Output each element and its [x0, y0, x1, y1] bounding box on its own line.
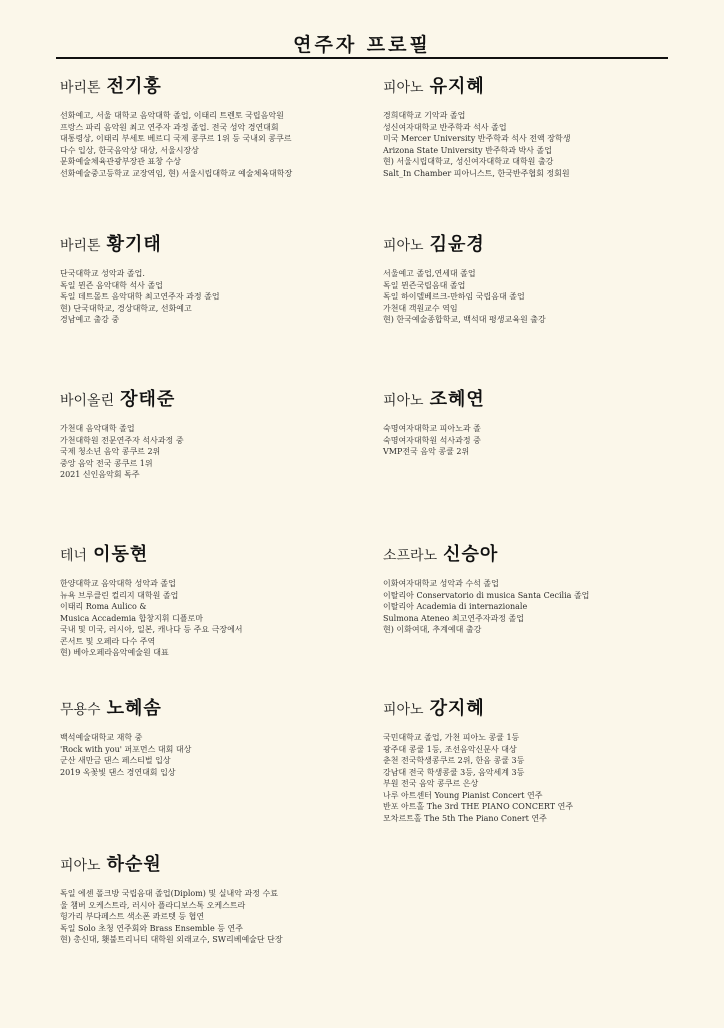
bio-line: 울 챔버 오케스트라, 러시아 플라디보스톡 오케스트라	[60, 900, 246, 910]
bio-line: 현) 총신대, 횃불트리니티 대학원 외래교수, SW리베예술단 단장	[60, 935, 283, 944]
bio-line: 독일 Solo 초청 연주회와 Brass Ensemble 등 연주	[60, 923, 243, 933]
bio-line: 가천대학원 전문연주자 석사과정 중	[60, 435, 184, 445]
profile-card	[60, 230, 360, 326]
bio-line: 다수 입상, 한국음악상 대상, 서울시장상	[60, 145, 199, 155]
bio-line: Musica Accademia 합창지휘 디플로마	[60, 613, 203, 623]
bio-line: 현) 서울시립대학교, 성신여자대학교 대학원 출강	[383, 157, 554, 166]
profile-card	[60, 850, 420, 946]
bio-line: 이탈리아 Conservatorio di musica Santa Cecilia 졸업	[383, 590, 590, 600]
bio-line: 성신여자대학교 반주학과 석사 졸업	[383, 122, 507, 132]
bio-line: 2019 옥꽃빛 댄스 경연대회 입상	[60, 767, 176, 777]
profile-card	[60, 385, 360, 481]
bio-line: 문화예술체육관광부장관 표창 수상	[60, 157, 182, 166]
bio-line: 독일 뮌즌국립음대 졸업	[383, 280, 466, 290]
bio-line: VMP전국 음악 콩쿨 2위	[383, 447, 470, 456]
bio-line: 숙명여자대학원 석사과정 중	[383, 435, 481, 445]
profile-card	[60, 540, 360, 659]
performer-name: 신승아	[443, 544, 499, 565]
bio-line: 대통령상, 이태리 부세토 베르디 국제 콩쿠르 1위 등 국내외 콩쿠르	[60, 134, 292, 143]
bio-line: 콘서트 및 오페라 다수 주역	[60, 636, 156, 646]
performer-role: 피아노	[383, 393, 424, 409]
bio-line: Arizona State University 반주학과 박사 졸업	[383, 145, 552, 155]
performer-name: 조혜연	[429, 389, 485, 410]
performer-name: 장태준	[120, 389, 176, 410]
bio-line: 미국 Mercer University 반주학과 석사 전액 장학생	[383, 134, 571, 143]
bio-line: 반포 아트홀 The 3rd THE PIANO CONCERT 연주	[383, 802, 574, 811]
performer-name: 황기태	[106, 234, 162, 255]
profile-card	[383, 694, 683, 824]
bio-line: 현) 베아오페라음악예술원 대표	[60, 648, 169, 657]
bio-line: Salt_In Chamber 피아니스트, 한국반주협회 정회원	[383, 168, 570, 178]
bio-line: Sulmona Ateneo 최고연주자과정 졸업	[383, 613, 524, 623]
performer-name: 이동현	[93, 544, 149, 565]
bio-line: 군산 새만금 댄스 페스티벌 입상	[60, 756, 171, 765]
bio-line: 이화여자대학교 성악과 수석 졸업	[383, 579, 499, 588]
profile-card	[383, 72, 683, 179]
performer-role: 테너	[60, 548, 88, 564]
bio-line: 프랑스 파리 음악원 최고 연주자 과정 졸업. 전국 성악 경연대회	[60, 122, 279, 132]
bio-line: 선화예술중고등학교 교장역임, 현) 서울시립대학교 예술체육대학장	[60, 168, 293, 178]
bio-line: 국민대학교 졸업, 가천 피아노 콩쿨 1등	[383, 733, 520, 742]
bio-line: 독일 하이델베르크-만하임 국립음대 졸업	[383, 292, 525, 301]
performer-role: 피아노	[383, 80, 424, 96]
bio-line: 이탈리아 Academia di internazionale	[383, 602, 528, 611]
bio-line: 뉴욕 브루클린 컬리지 대학원 졸업	[60, 590, 179, 600]
bio-line: 경남예고 출강 중	[60, 315, 120, 324]
performer-name: 전기홍	[106, 76, 162, 97]
performer-role: 피아노	[383, 238, 424, 254]
profile-card	[383, 385, 683, 458]
bio-line: 백석예술대학교 재학 중	[60, 733, 143, 742]
performer-role: 무용수	[60, 702, 101, 718]
bio-line: 현) 단국대학교, 경상대학교, 선화예고	[60, 303, 192, 313]
performer-name: 노혜솜	[106, 698, 162, 719]
performer-name: 강지혜	[429, 698, 485, 719]
title-divider	[56, 57, 668, 59]
bio-line: 중앙 음악 전국 콩쿠르 1위	[60, 458, 153, 468]
bio-line: 'Rock with you' 퍼포먼스 대회 대상	[60, 744, 192, 754]
bio-line: 나루 아트센터 Young Pianist Concert 연주	[383, 790, 543, 800]
bio-line: 가천대 음악대학 졸업	[60, 424, 135, 433]
profile-card	[60, 694, 360, 778]
bio-line: 부원 전국 음악 콩쿠르 은상	[383, 779, 479, 788]
performer-role: 소프라노	[383, 548, 438, 564]
profile-card	[383, 540, 683, 636]
performer-role: 피아노	[383, 702, 424, 718]
bio-line: 한양대학교 음악대학 성악과 졸업	[60, 579, 176, 588]
bio-line: 현) 한국예술종합학교, 백석대 평생교육원 출강	[383, 315, 546, 324]
bio-line: 헝가리 부다페스트 색소폰 콰르텟 등 협연	[60, 912, 205, 921]
bio-line: 독일 에센 폴크방 국립음대 졸업(Diplom) 및 실내악 과정 수료	[60, 889, 278, 898]
performer-role: 피아노	[60, 858, 101, 874]
profile-card	[60, 72, 360, 179]
bio-line: 경희대학교 기악과 졸업	[383, 111, 466, 120]
performer-name: 유지혜	[429, 76, 485, 97]
performer-role: 바리톤	[60, 80, 101, 96]
performer-name: 김윤경	[429, 234, 485, 255]
bio-line: 가천대 객원교수 역임	[383, 303, 458, 313]
bio-line: 독일 데트몰트 음악대학 최고연주자 과정 졸업	[60, 292, 220, 301]
bio-line: 단국대학교 성악과 졸업.	[60, 269, 145, 278]
bio-line: 현) 이화여대, 추계예대 출강	[383, 625, 482, 634]
performer-name: 하순원	[106, 854, 162, 875]
bio-line: 이태리 Roma Aulico &	[60, 602, 147, 611]
profile-card	[383, 230, 683, 326]
bio-line: 국제 청소년 음악 콩쿠르 2위	[60, 447, 161, 456]
bio-line: 독일 뮌즌 음악대학 석사 졸업	[60, 280, 163, 290]
bio-line: 춘천 전국학생콩쿠르 2위, 한음 콩쿨 3등	[383, 756, 525, 765]
bio-line: 국내 및 미국, 러시아, 일본, 캐나다 등 주요 극장에서	[60, 625, 243, 634]
bio-line: 모차르트홀 The 5th The Piano Conert 연주	[383, 813, 547, 823]
performer-role: 바리톤	[60, 238, 101, 254]
bio-line: 2021 신인음악회 독주	[60, 470, 140, 479]
bio-line: 광주대 콩쿨 1등, 조선음악신문사 대상	[383, 744, 517, 754]
bio-line: 선화예고, 서울 대학교 음악대학 졸업, 이태리 트렌토 국립음악원	[60, 111, 284, 120]
bio-line: 서울예고 졸업,연세대 졸업	[383, 269, 476, 278]
bio-line: 강남대 전국 학생콩쿨 3등, 음악세계 3등	[383, 767, 525, 777]
bio-line: 숙명여자대학교 피아노과 졸	[383, 424, 481, 433]
page-title: 연주자 프로필	[293, 34, 431, 56]
performer-role: 바이올린	[60, 393, 115, 409]
